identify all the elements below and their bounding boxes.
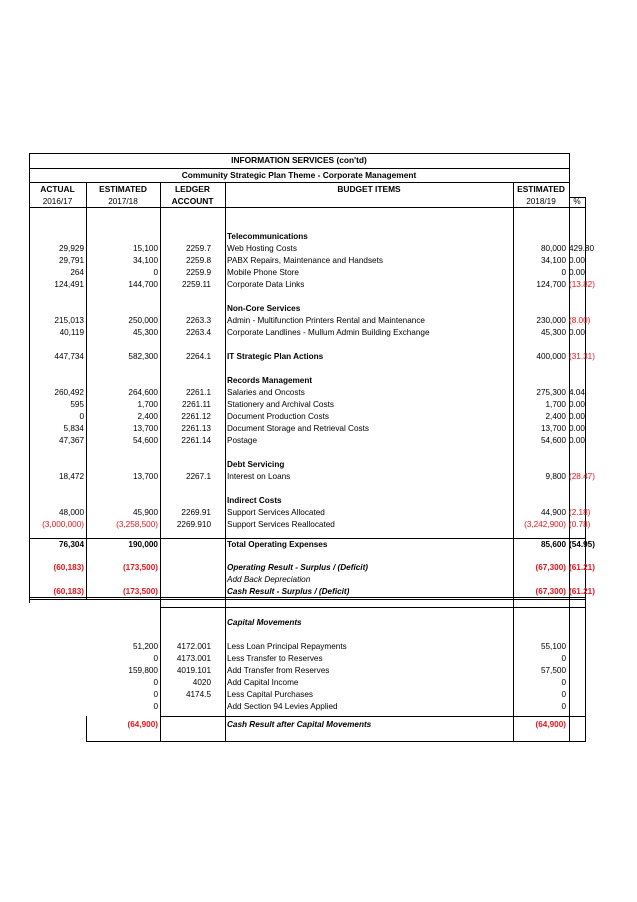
- estimated-prev-value: 0: [153, 268, 158, 277]
- capital-border-right: [585, 607, 586, 742]
- capital-heading: Capital Movements: [227, 618, 302, 627]
- total-actual: 76,304: [58, 540, 84, 549]
- page-title: INFORMATION SERVICES (con'td): [231, 155, 367, 165]
- total-label: Total Operating Expenses: [227, 540, 328, 549]
- section-heading: Indirect Costs: [227, 496, 282, 505]
- actual-value: 29,791: [58, 256, 84, 265]
- capital-estimated-prev: 0: [153, 702, 158, 711]
- estimated-next-value: 34,100: [540, 256, 566, 265]
- ledger-account: 2264.1: [185, 352, 211, 361]
- section-heading: Debt Servicing: [227, 460, 285, 469]
- section-heading: Telecommunications: [227, 232, 308, 241]
- col-estimated-next-year: 2018/19: [526, 197, 556, 206]
- budget-item: Web Hosting Costs: [227, 244, 297, 253]
- section-heading: Non-Core Services: [227, 304, 301, 313]
- capital-estimated-prev: 0: [153, 690, 158, 699]
- ledger-account: 2261.1: [185, 388, 211, 397]
- budget-item: Support Services Reallocated: [227, 520, 335, 529]
- estimated-prev-value: (3,258,500): [116, 520, 158, 529]
- estimated-prev-value: 1,700: [137, 400, 158, 409]
- estimated-next-value: 275,300: [536, 388, 566, 397]
- total-estimated-next: (67,300): [535, 587, 566, 596]
- budget-item: Support Services Allocated: [227, 508, 325, 517]
- total-label: Cash Result - Surplus / (Deficit): [227, 587, 350, 596]
- estimated-next-value: 230,000: [536, 316, 566, 325]
- ledger-account: 2261.13: [181, 424, 211, 433]
- estimated-prev-value: 34,100: [132, 256, 158, 265]
- ledger-account: 2263.3: [185, 316, 211, 325]
- budget-item: Document Storage and Retrieval Costs: [227, 424, 369, 433]
- capital-estimated-prev: 51,200: [132, 642, 158, 651]
- estimated-prev-value: 45,300: [132, 328, 158, 337]
- estimated-next-value: 0: [561, 268, 566, 277]
- capital-estimated-next: 55,100: [540, 642, 566, 651]
- budget-table: [29, 153, 595, 742]
- estimated-prev-value: 250,000: [128, 316, 158, 325]
- capital-item: Add Capital Income: [227, 678, 299, 687]
- estimated-prev-value: 54,600: [132, 436, 158, 445]
- actual-value: 40,119: [59, 328, 84, 337]
- capital-item: Add Transfer from Reserves: [227, 666, 330, 675]
- estimated-next-value: 45,300: [540, 328, 566, 337]
- ledger-account: 2259.9: [185, 268, 211, 277]
- estimated-prev-value: 2,400: [137, 412, 158, 421]
- capital-estimated-next: 0: [561, 678, 566, 687]
- page-subtitle: Community Strategic Plan Theme - Corporate Management: [181, 170, 417, 180]
- estimated-next-value: 13,700: [540, 424, 566, 433]
- estimated-prev-value: 144,700: [128, 280, 158, 289]
- budget-item: Salaries and Oncosts: [227, 388, 305, 397]
- actual-value: 48,000: [58, 508, 84, 517]
- capital-result-estimated-next: (64,900): [535, 720, 566, 729]
- total-label: Operating Result - Surplus / (Deficit): [227, 563, 369, 572]
- total-actual: (60,183): [53, 563, 84, 572]
- capital-ledger: 4174.5: [185, 690, 211, 699]
- ledger-account: 2259.7: [185, 244, 211, 253]
- percent-change: (2.18): [569, 508, 591, 517]
- ledger-account: 2259.8: [185, 256, 211, 265]
- ledger-account: 2261.12: [181, 412, 211, 421]
- actual-value: (3,000,000): [42, 520, 84, 529]
- capital-estimated-prev: 0: [153, 678, 158, 687]
- estimated-prev-value: 264,600: [128, 388, 158, 397]
- percent-change: 0.00: [569, 412, 585, 421]
- budget-item: Corporate Landlines - Mullum Admin Building Exchange: [227, 328, 430, 337]
- budget-item: Interest on Loans: [227, 472, 291, 481]
- col-items-label: BUDGET ITEMS: [337, 184, 401, 194]
- actual-value: 260,492: [54, 388, 84, 397]
- percent-change: 0.00: [569, 436, 585, 445]
- col-ledger-label-2: ACCOUNT: [171, 196, 214, 206]
- capital-estimated-next: 0: [561, 654, 566, 663]
- estimated-next-value: 124,700: [536, 280, 566, 289]
- ledger-account: 2259.11: [182, 280, 211, 289]
- actual-value: 0: [79, 412, 84, 421]
- col-actual-year: 2016/17: [42, 197, 73, 206]
- cash-result-rule-1: [29, 597, 585, 598]
- col-estimated-prev-year: 2017/18: [108, 197, 138, 206]
- percent-change: 429.80: [569, 244, 595, 253]
- col-pct-label: %: [573, 197, 581, 206]
- table-border-left: [29, 153, 30, 603]
- actual-value: 29,929: [58, 244, 84, 253]
- column-header-divider: [29, 207, 585, 208]
- percent-change: (31.31): [569, 352, 595, 361]
- actual-value: 447,734: [54, 352, 84, 361]
- ledger-account: 2269.91: [181, 508, 211, 517]
- col-estimated-prev-label: ESTIMATED: [99, 184, 147, 194]
- estimated-prev-value: 45,900: [132, 508, 158, 517]
- table-border-right-header: [569, 153, 570, 197]
- ledger-account: 2269.910: [176, 520, 211, 529]
- total-percent: (61.21): [569, 587, 595, 596]
- ledger-account: 2263.4: [185, 328, 211, 337]
- capital-result-estimated-prev: (64,900): [127, 720, 158, 729]
- capital-item: Less Capital Purchases: [227, 690, 314, 699]
- percent-change: 4.04: [569, 388, 585, 397]
- col-actual-label: ACTUAL: [40, 184, 75, 194]
- ledger-account: 2261.14: [181, 436, 211, 445]
- capital-estimated-next: 0: [561, 690, 566, 699]
- percent-change: 0.00: [569, 256, 585, 265]
- budget-item: IT Strategic Plan Actions: [227, 352, 324, 361]
- capital-ledger: 4019.101: [176, 666, 211, 675]
- capital-item: Less Loan Principal Repayments: [227, 642, 347, 651]
- estimated-next-value: 9,800: [545, 472, 566, 481]
- table-border-top: [29, 153, 569, 154]
- subtitle-divider: [29, 182, 569, 183]
- budget-item: Admin - Multifunction Printers Rental and Maintenance: [227, 316, 425, 325]
- estimated-next-value: 2,400: [545, 412, 566, 421]
- percent-change: (8.00): [569, 316, 591, 325]
- add-back-depreciation: Add Back Depreciation: [227, 575, 311, 584]
- total-estimated-prev: (173,500): [122, 587, 158, 596]
- estimated-next-value: (3,242,900): [524, 520, 566, 529]
- percent-change: 0.00: [569, 424, 585, 433]
- actual-value: 595: [70, 400, 84, 409]
- estimated-next-value: 1,700: [545, 400, 566, 409]
- budget-item: Corporate Data Links: [227, 280, 305, 289]
- total-estimated-next: 85,600: [540, 540, 566, 549]
- ledger-account: 2267.1: [185, 472, 211, 481]
- col-ledger-label: LEDGER: [175, 184, 210, 194]
- actual-value: 215,013: [54, 316, 84, 325]
- percent-change: 0.00: [569, 268, 585, 277]
- percent-change: (13.82): [569, 280, 595, 289]
- percent-change: 0.00: [569, 328, 585, 337]
- budget-item: Mobile Phone Store: [227, 268, 299, 277]
- percent-change: 0.00: [569, 400, 585, 409]
- total-estimated-next: (67,300): [535, 563, 566, 572]
- ledger-account: 2261.11: [182, 400, 211, 409]
- title-divider: [29, 168, 569, 169]
- capital-ledger: 4173.001: [176, 654, 211, 663]
- estimated-prev-value: 13,700: [132, 472, 158, 481]
- cash-result-rule-2: [29, 599, 585, 600]
- estimated-prev-value: 13,700: [132, 424, 158, 433]
- capital-estimated-next: 0: [561, 702, 566, 711]
- col-estimated-next-label: ESTIMATED: [517, 184, 565, 194]
- budget-item: Stationery and Archival Costs: [227, 400, 334, 409]
- actual-value: 47,367: [58, 436, 84, 445]
- total-percent: (54.95): [569, 540, 595, 549]
- capital-estimated-prev: 0: [153, 654, 158, 663]
- estimated-next-value: 54,600: [540, 436, 566, 445]
- section-heading: Records Management: [227, 376, 313, 385]
- capital-result-rule: [160, 716, 585, 717]
- capital-result-label: Cash Result after Capital Movements: [227, 720, 372, 729]
- capital-item: Less Transfer to Reserves: [227, 654, 323, 663]
- estimated-prev-value: 582,300: [128, 352, 158, 361]
- budget-item: Postage: [227, 436, 258, 445]
- estimated-prev-value: 15,100: [132, 244, 158, 253]
- capital-top-rule: [160, 607, 585, 608]
- actual-value: 5,834: [63, 424, 84, 433]
- percent-change: (28.47): [569, 472, 595, 481]
- total-percent: (61.21): [569, 563, 595, 572]
- percent-change: (0.78): [569, 520, 591, 529]
- col-sep-3: [225, 182, 226, 742]
- total-estimated-prev: 190,000: [128, 540, 158, 549]
- total-estimated-prev: (173,500): [122, 563, 158, 572]
- estimated-next-value: 400,000: [536, 352, 566, 361]
- capital-ledger: 4172.001: [176, 642, 211, 651]
- capital-item: Add Section 94 Levies Applied: [227, 702, 338, 711]
- actual-value: 124,491: [54, 280, 84, 289]
- estimated-next-value: 44,900: [540, 508, 566, 517]
- capital-estimated-next: 57,500: [540, 666, 566, 675]
- budget-item: PABX Repairs, Maintenance and Handsets: [227, 256, 383, 265]
- estimated-next-value: 80,000: [540, 244, 566, 253]
- table-border-bottom: [86, 741, 585, 742]
- capital-ledger: 4020: [192, 678, 211, 687]
- total-actual: (60,183): [53, 587, 84, 596]
- actual-value: 264: [70, 268, 84, 277]
- budget-item: Document Production Costs: [227, 412, 329, 421]
- actual-value: 18,472: [58, 472, 84, 481]
- capital-estimated-prev: 159,800: [128, 666, 158, 675]
